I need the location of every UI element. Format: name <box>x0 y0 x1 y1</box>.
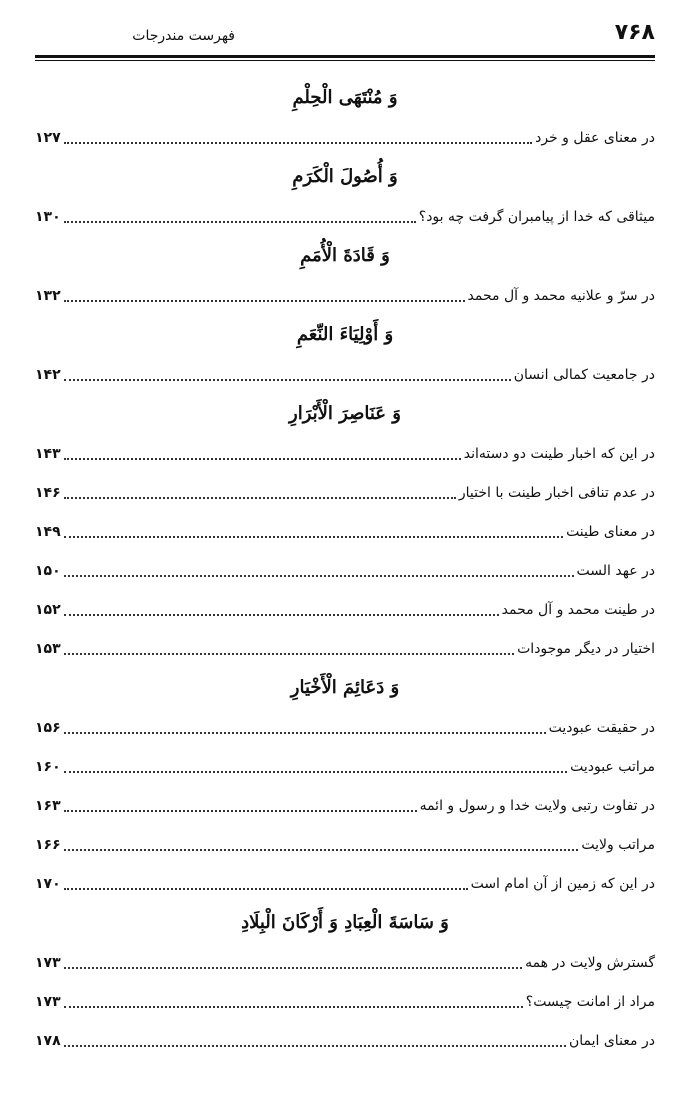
dot-leader <box>64 771 567 773</box>
entry-page-number: ۱۷۳ <box>35 993 61 1010</box>
dot-leader <box>64 300 465 302</box>
entry-title: مراتب عبودیت <box>570 758 655 775</box>
toc-entry <box>35 473 655 512</box>
section-heading: وَ أَوْلِيَاءَ النِّعَمِ <box>296 324 394 345</box>
toc-entry <box>35 943 655 982</box>
toc-entry <box>35 590 655 629</box>
entry-page-number: ۱۲۷ <box>35 129 61 146</box>
entry-page-number: ۱۷۸ <box>35 1032 61 1049</box>
toc-entry <box>35 864 655 903</box>
entry-title: در جامعیت کمالی انسان <box>513 366 655 383</box>
entry-page-number: ۱۵۳ <box>35 640 61 657</box>
dot-leader <box>64 142 532 144</box>
entry-title: در عدم تنافی اخبار طینت با اختیار <box>458 484 655 501</box>
dot-leader <box>64 575 574 577</box>
dot-leader <box>64 1045 566 1047</box>
entry-title: در حقیقت عبودیت <box>548 719 655 736</box>
dot-leader <box>64 221 416 223</box>
dot-leader <box>64 458 461 460</box>
toc-entry <box>35 1021 655 1060</box>
toc-entry <box>35 197 655 236</box>
toc-entry <box>35 434 655 473</box>
entry-page-number: ۱۶۳ <box>35 797 61 814</box>
entry-title: گسترش ولایت در همه <box>525 954 655 971</box>
entry-title: در عهد الست <box>576 562 655 579</box>
section-heading: وَ أُصُولَ الْکَرَمِ <box>292 166 398 187</box>
entry-title: اختیار در دیگر موجودات <box>517 640 655 657</box>
section-heading: وَ دَعَائِمَ الْأَخْيَارِ <box>290 677 400 698</box>
entry-page-number: ۱۳۲ <box>35 287 61 304</box>
entry-title: مراد از امانت چیست؟ <box>525 993 655 1010</box>
entry-title: میثاقی که خدا از پیامبران گرفت چه بود؟ <box>418 208 655 225</box>
toc-entry <box>35 276 655 315</box>
entry-page-number: ۱۵۲ <box>35 601 61 618</box>
dot-leader <box>64 536 563 538</box>
entry-page-number: ۱۳۰ <box>35 208 61 225</box>
toc-entry <box>35 629 655 668</box>
entry-page-number: ۱۶۰ <box>35 758 61 775</box>
page-number: ۷۶۸ <box>614 20 655 45</box>
page-header <box>35 18 655 52</box>
entry-title: مراتب ولایت <box>581 836 655 853</box>
entry-title: در تفاوت رتبی ولایت خدا و رسول و ائمه <box>419 797 655 814</box>
dot-leader <box>64 732 546 734</box>
running-title: فهرست مندرجات <box>132 28 235 44</box>
entry-page-number: ۱۵۶ <box>35 719 61 736</box>
entry-title: در معنای ایمان <box>568 1032 655 1049</box>
entry-title: در این که اخبار طینت دو دسته‌اند <box>463 445 655 462</box>
dot-leader <box>64 379 511 381</box>
toc-entry <box>35 355 655 394</box>
entry-title: در معنای طینت <box>566 523 655 540</box>
entry-page-number: ۱۵۰ <box>35 562 61 579</box>
entry-page-number: ۱۷۳ <box>35 954 61 971</box>
dot-leader <box>64 1006 523 1008</box>
section-heading: وَ قَادَةَ الْأُمَمِ <box>300 245 390 266</box>
dot-leader <box>64 497 456 499</box>
dot-leader <box>64 967 522 969</box>
entry-title: در سرّ و علانیه محمد و آل محمد <box>467 287 655 304</box>
toc-entry <box>35 747 655 786</box>
entry-page-number: ۱۶۶ <box>35 836 61 853</box>
dot-leader <box>64 653 514 655</box>
toc-entry <box>35 786 655 825</box>
section-heading: وَ سَاسَةَ الْعِبَادِ وَ أَرْکَانَ الْبِلَادِ <box>241 912 449 933</box>
dot-leader <box>64 614 499 616</box>
toc-entry <box>35 982 655 1021</box>
entry-title: در معنای عقل و خرد <box>535 129 655 146</box>
entry-page-number: ۱۴۲ <box>35 366 61 383</box>
header-rule-thin <box>35 60 655 61</box>
toc-entry <box>35 512 655 551</box>
dot-leader <box>64 888 468 890</box>
table-of-contents <box>35 78 655 1060</box>
entry-page-number: ۱۴۶ <box>35 484 61 501</box>
section-heading: وَ عَنَاصِرَ الْأَبْرَارِ <box>289 403 401 424</box>
entry-page-number: ۱۷۰ <box>35 875 61 892</box>
toc-entry <box>35 708 655 747</box>
header-rule-thick <box>35 55 655 58</box>
entry-title: در طینت محمد و آل محمد <box>501 601 655 618</box>
section-heading: وَ مُنْتَهَی الْحِلْمِ <box>292 87 398 108</box>
entry-page-number: ۱۴۹ <box>35 523 61 540</box>
toc-entry <box>35 551 655 590</box>
entry-page-number: ۱۴۳ <box>35 445 61 462</box>
dot-leader <box>64 810 417 812</box>
dot-leader <box>64 849 579 851</box>
toc-entry <box>35 118 655 157</box>
toc-entry <box>35 825 655 864</box>
entry-title: در این که زمین از آن امام است <box>470 875 655 892</box>
